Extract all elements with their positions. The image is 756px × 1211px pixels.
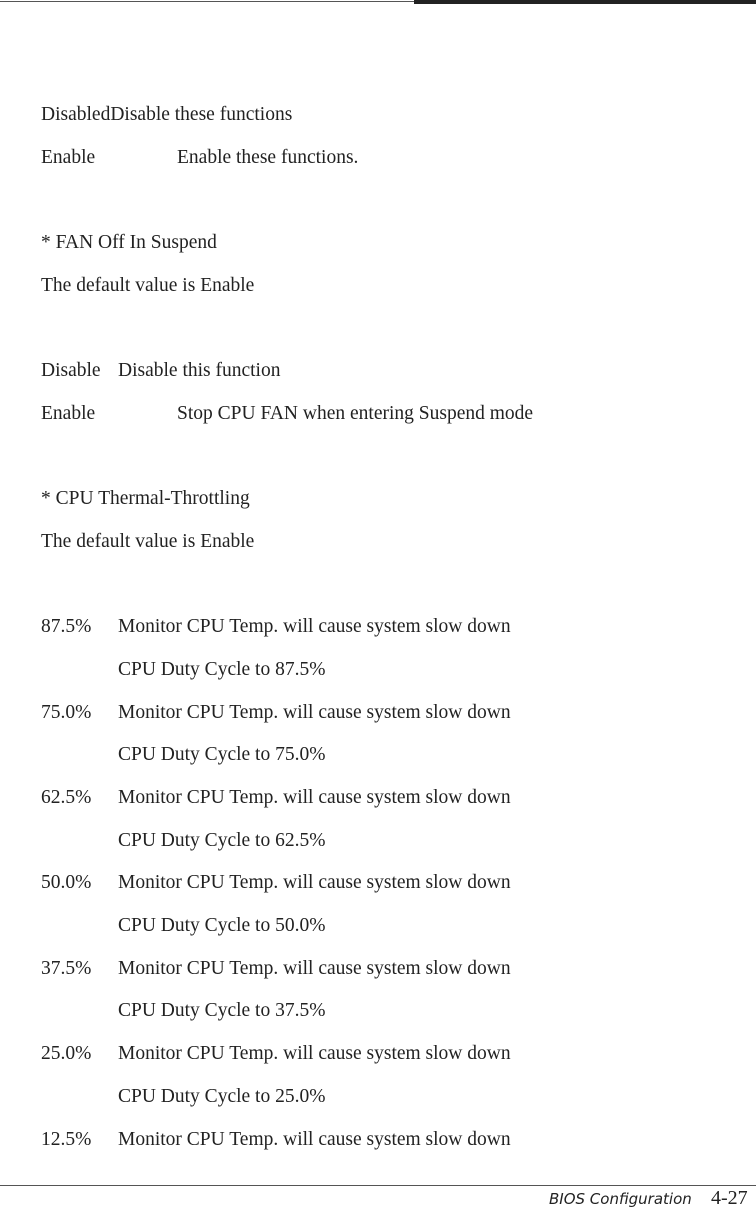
throttle-duty-cycle: CPU Duty Cycle to 37.5% [118,1000,326,1022]
throttle-value: 25.0% [41,1043,92,1065]
section-heading-fan-off: * FAN Off In Suspend [41,232,217,254]
throttle-row-75-0 [41,692,731,735]
throttle-value: 75.0% [41,701,92,723]
option-label: Disable [41,360,101,382]
throttle-duty-cycle: CPU Duty Cycle to 50.0% [118,915,326,937]
throttle-duty-cycle: CPU Duty Cycle to 62.5% [118,829,326,851]
throttle-description: Monitor CPU Temp. will cause system slow down [118,1128,511,1150]
throttle-description: Monitor CPU Temp. will cause system slow down [118,701,511,723]
throttle-row-75-0-cont [41,734,731,777]
spacer [41,564,731,607]
option-row-disabled [41,94,731,137]
option-label: Enable [41,146,96,168]
option-row-disable [41,350,731,393]
throttle-description: Monitor CPU Temp. will cause system slow down [118,872,511,894]
default-value-text: The default value is Enable [41,530,255,552]
throttle-duty-cycle: CPU Duty Cycle to 25.0% [118,1085,326,1107]
throttle-row-50-0-cont [41,905,731,948]
throttle-value: 62.5% [41,787,92,808]
option-label: Disabled [41,104,111,125]
spacer [41,307,731,350]
top-rule-left [0,1,414,2]
section-heading-thermal-throttling: * CPU Thermal-Throttling [41,488,250,510]
footer-rule [0,1185,756,1186]
throttle-description: Monitor CPU Temp. will cause system slow down [118,1043,511,1065]
throttle-description: Monitor CPU Temp. will cause system slow down [118,787,511,808]
throttle-row-37-5-cont [41,990,731,1033]
default-value-text: The default value is Enable [41,274,255,296]
throttle-row-50-0 [41,862,731,905]
throttle-value: 87.5% [41,616,92,638]
throttle-row-87-5-cont [41,649,731,692]
throttle-row-25-0 [41,1033,731,1076]
throttle-value: 12.5% [41,1128,92,1150]
throttle-description: Monitor CPU Temp. will cause system slow down [118,616,511,638]
footer-page-number: 4-27 [711,1187,748,1209]
option-description: Stop CPU FAN when entering Suspend mode [177,402,534,424]
top-rule-right [414,0,756,4]
footer-chapter-title: BIOS Configuration [549,1190,692,1208]
option-description: Disable these functions [110,104,293,125]
option-description: Enable these functions. [177,146,359,168]
throttle-row-62-5 [41,777,731,820]
throttle-row-37-5 [41,948,731,991]
option-label: Enable [41,402,96,424]
throttle-duty-cycle: CPU Duty Cycle to 87.5% [118,658,326,680]
throttle-row-62-5-cont [41,820,731,863]
throttle-duty-cycle: CPU Duty Cycle to 75.0% [118,744,326,766]
throttle-row-12-5 [41,1119,731,1162]
spacer [41,179,731,222]
page-content [41,94,731,1161]
option-description: Disable this function [118,360,281,382]
spacer [41,436,731,479]
throttle-description: Monitor CPU Temp. will cause system slow down [118,957,511,979]
throttle-value: 37.5% [41,957,92,979]
option-row-enable [41,393,731,436]
throttle-value: 50.0% [41,872,92,894]
throttle-row-87-5 [41,606,731,649]
option-row-enable [41,137,731,180]
throttle-row-25-0-cont [41,1076,731,1119]
